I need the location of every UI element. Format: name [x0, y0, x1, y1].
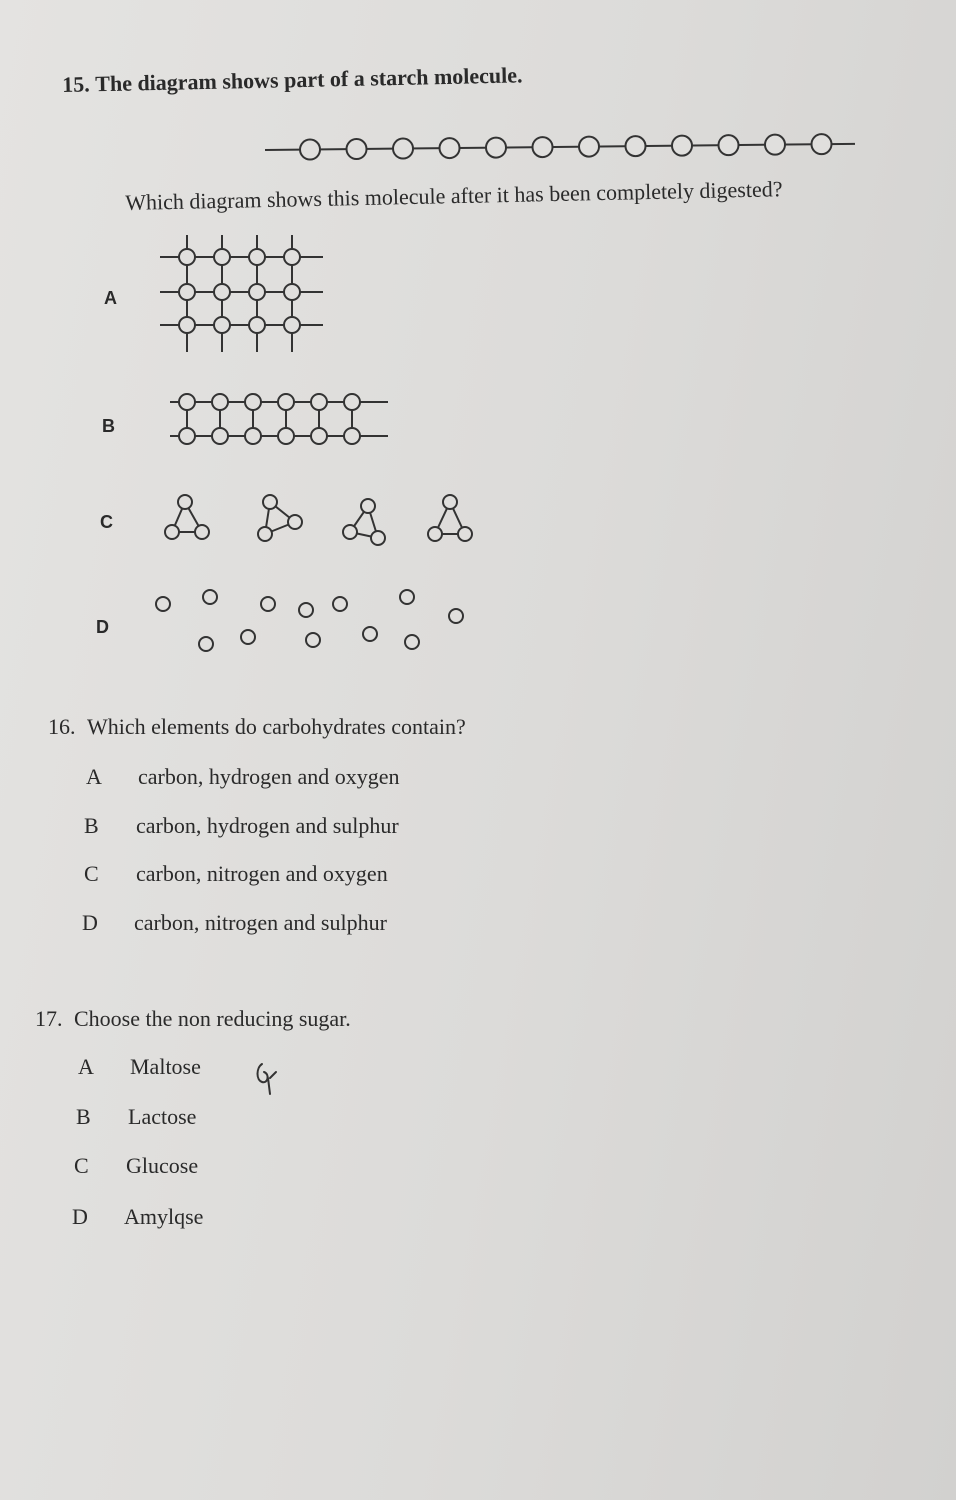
glucose-unit: [179, 317, 195, 333]
glucose-unit: [311, 428, 327, 444]
option-text: Glucose: [126, 1153, 199, 1178]
q17-option-c[interactable]: [74, 1153, 198, 1179]
glucose-unit: [532, 137, 552, 157]
glucose-unit: [284, 284, 300, 300]
glucose-unit: [214, 249, 230, 265]
glucose-unit: [178, 495, 192, 509]
glucose-unit: [195, 525, 209, 539]
question-17: [35, 1006, 351, 1032]
glucose-molecule: [261, 597, 275, 611]
option-b-label: B: [102, 416, 115, 436]
option-letter: A: [86, 764, 102, 789]
question-number: 17.: [35, 1006, 63, 1031]
glucose-unit: [672, 136, 692, 156]
option-text: carbon, nitrogen and sulphur: [134, 910, 387, 935]
glucose-unit: [718, 135, 738, 155]
glucose-unit: [284, 317, 300, 333]
glucose-unit: [371, 531, 385, 545]
glucose-unit: [284, 249, 300, 265]
option-text: Lactose: [128, 1104, 197, 1129]
glucose-molecule: [299, 603, 313, 617]
option-text: Maltose: [130, 1054, 201, 1079]
glucose-unit: [179, 249, 195, 265]
option-text: Amylqse: [124, 1204, 204, 1229]
option-c-label: C: [100, 512, 113, 532]
option-text: carbon, nitrogen and oxygen: [136, 861, 388, 886]
glucose-molecule: [156, 597, 170, 611]
question-number: 16.: [48, 714, 76, 739]
option-letter: D: [82, 910, 98, 935]
glucose-molecule: [405, 635, 419, 649]
glucose-unit: [439, 138, 459, 158]
q16-option-c[interactable]: [84, 861, 388, 887]
glucose-unit: [765, 135, 785, 155]
option-text: carbon, hydrogen and sulphur: [136, 813, 399, 838]
glucose-unit: [458, 527, 472, 541]
glucose-unit: [811, 134, 831, 154]
q16-option-b[interactable]: [84, 813, 399, 839]
glucose-unit: [214, 317, 230, 333]
glucose-molecule: [241, 630, 255, 644]
question-15-prompt: Which diagram shows this molecule after it has been completely digested?: [125, 176, 783, 215]
glucose-unit: [179, 284, 195, 300]
option-text: carbon, hydrogen and oxygen: [138, 764, 400, 789]
question-text: Which elements do carbohydrates contain?: [87, 714, 466, 739]
option-d-label: D: [96, 617, 109, 637]
q16-option-a[interactable]: [86, 764, 399, 790]
glucose-unit: [179, 428, 195, 444]
option-letter: C: [74, 1153, 89, 1178]
q17-option-d[interactable]: [72, 1204, 203, 1230]
glucose-unit: [344, 394, 360, 410]
starch-chain-diagram: [265, 128, 865, 168]
glucose-unit: [179, 394, 195, 410]
glucose-unit: [625, 136, 645, 156]
glucose-unit: [486, 137, 506, 157]
glucose-molecule: [333, 597, 347, 611]
glucose-unit: [263, 495, 277, 509]
option-letter: B: [76, 1104, 91, 1129]
glucose-unit: [249, 317, 265, 333]
glucose-unit: [214, 284, 230, 300]
option-letter: B: [84, 813, 99, 838]
option-letter: D: [72, 1204, 88, 1229]
diagram-a-grid[interactable]: [155, 230, 335, 360]
glucose-unit: [278, 428, 294, 444]
glucose-unit: [212, 428, 228, 444]
glucose-unit: [300, 139, 320, 159]
option-letter: A: [78, 1054, 94, 1079]
q16-option-d[interactable]: [82, 910, 387, 936]
glucose-unit: [249, 284, 265, 300]
diagram-b-double-chain[interactable]: [160, 390, 400, 450]
glucose-unit: [249, 249, 265, 265]
glucose-molecule: [199, 637, 213, 651]
glucose-unit: [165, 525, 179, 539]
glucose-unit: [343, 525, 357, 539]
question-number: 15.: [62, 71, 91, 97]
diagram-c-trisaccharides[interactable]: [150, 492, 490, 552]
glucose-unit: [245, 428, 261, 444]
option-a-label: A: [104, 288, 117, 308]
glucose-unit: [428, 527, 442, 541]
glucose-unit: [212, 394, 228, 410]
option-letter: C: [84, 861, 99, 886]
handwritten-scribble-mark: [252, 1058, 282, 1098]
glucose-unit: [278, 394, 294, 410]
question-16: [48, 714, 466, 740]
question-text: Choose the non reducing sugar.: [74, 1006, 351, 1031]
diagram-d-monomers[interactable]: [148, 582, 488, 662]
glucose-molecule: [306, 633, 320, 647]
question-text: The diagram shows part of a starch molecule.: [94, 62, 523, 97]
glucose-molecule: [363, 627, 377, 641]
glucose-unit: [443, 495, 457, 509]
q17-option-b[interactable]: [76, 1104, 196, 1130]
glucose-unit: [361, 499, 375, 513]
glucose-unit: [258, 527, 272, 541]
glucose-molecule: [203, 590, 217, 604]
glucose-molecule: [449, 609, 463, 623]
glucose-unit: [579, 137, 599, 157]
glucose-unit: [346, 139, 366, 159]
glucose-unit: [344, 428, 360, 444]
glucose-unit: [245, 394, 261, 410]
glucose-unit: [288, 515, 302, 529]
question-15: [62, 62, 523, 98]
glucose-unit: [393, 138, 413, 158]
glucose-unit: [311, 394, 327, 410]
q17-option-a[interactable]: [78, 1054, 201, 1080]
glucose-molecule: [400, 590, 414, 604]
